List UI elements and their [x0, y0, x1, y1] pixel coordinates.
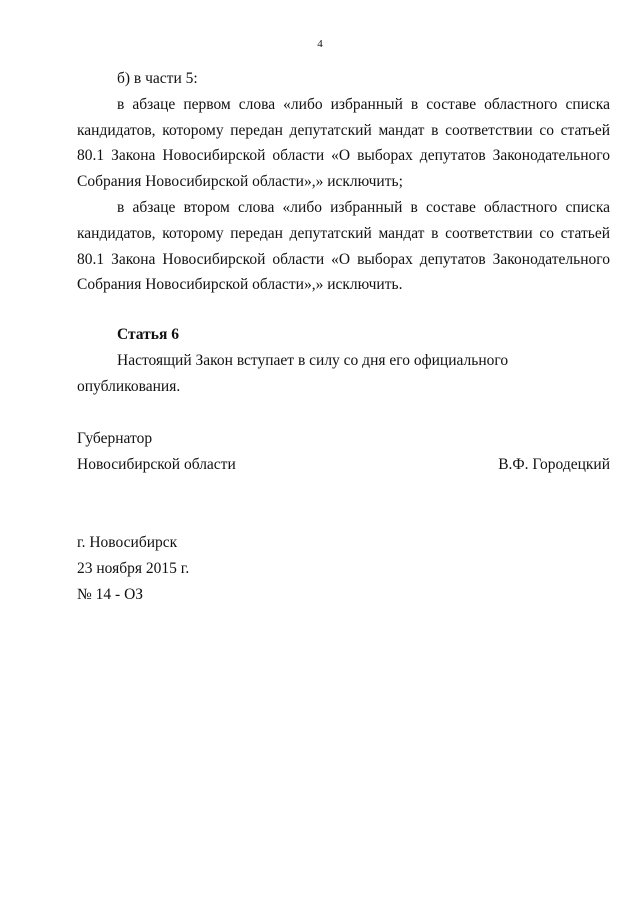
signatory-position-line2: Новосибирской области: [77, 455, 236, 473]
signature-block: [77, 426, 610, 478]
document-number: № 14 - ОЗ: [77, 585, 144, 603]
document-meta: [77, 530, 189, 607]
amendment-paragraph-2: в абзаце втором слова «либо избранный в составе областного списка кандидатов, которому передан депутатский мандат в соответствии со статьей 80.1 Закона Новосибирской области «О выборах депутатов Законодательного Собрания Новосибирской области»,» исключить.: [77, 198, 610, 294]
signatory-position-line1: Губернатор: [77, 430, 153, 447]
signatory-name: В.Ф. Городецкий: [498, 455, 610, 473]
document-place: г. Новосибирск: [77, 534, 178, 551]
article-section: [77, 322, 610, 399]
amendment-item-label: б) в части 5:: [117, 70, 198, 87]
page-number: 4: [317, 38, 323, 50]
article-title: Статья 6: [117, 326, 179, 343]
amendment-section: [77, 66, 610, 298]
document-date: 23 ноября 2015 г.: [77, 559, 190, 577]
article-text: Настоящий Закон вступает в силу со дня его официального опубликования.: [77, 351, 509, 395]
amendment-paragraph-1: в абзаце первом слова «либо избранный в составе областного списка кандидатов, которому передан депутатский мандат в соответствии со статьей 80.1 Закона Новосибирской области «О выборах депутатов Законодательного Собрания Новосибирской области»,» исключить;: [77, 95, 610, 191]
